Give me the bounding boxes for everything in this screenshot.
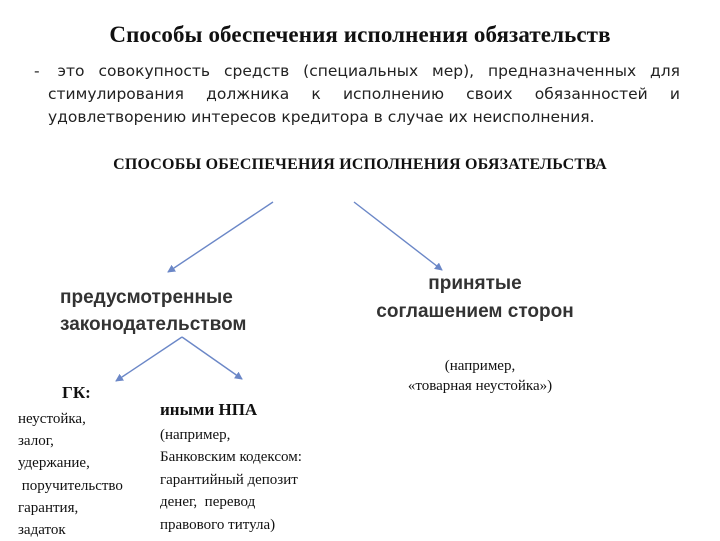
gk-list — [18, 408, 168, 541]
branch-agreement-line2: соглашением сторон — [376, 301, 574, 322]
branch-legislation-line2: законодательством — [60, 314, 247, 335]
arrow-root-to-left — [168, 202, 273, 272]
agreement-example — [360, 356, 600, 396]
npa-detail-line: правового титула) — [160, 516, 276, 533]
branch-agreement — [350, 270, 600, 326]
npa-detail-line: гарантийный депозит — [160, 471, 298, 488]
agreement-example-line1: (например, — [444, 358, 516, 374]
list-item: гарантия, — [18, 499, 79, 516]
list-item: залог, — [18, 433, 54, 450]
list-item: удержание, — [18, 455, 90, 472]
arrow-root-to-right — [354, 202, 442, 270]
definition-dash: - — [34, 62, 40, 80]
arrow-left-to-npa — [182, 337, 242, 379]
npa-detail-line: (например, — [160, 427, 231, 443]
list-item: неустойка, — [18, 411, 86, 427]
list-item: задаток — [18, 522, 66, 539]
page-title: Способы обеспечения исполнения обязательств — [109, 22, 611, 47]
branch-agreement-line1: принятые — [428, 273, 522, 294]
gk-label: ГК: — [62, 383, 91, 402]
npa-detail — [160, 424, 360, 536]
branch-legislation — [60, 284, 320, 338]
npa-label: иными НПА — [160, 400, 258, 419]
npa-detail-line: Банковским кодексом: — [160, 449, 302, 466]
list-item: поручительство — [18, 477, 123, 494]
agreement-example-line2: «товарная неустойка») — [407, 378, 553, 394]
definition-body: это совокупность средств (специальных мер), предназначенных для стимулирования должника к исполнению своих обязанностей и удовлетворению интересов кредитора в случае их неисполнения. — [48, 62, 680, 126]
npa-detail-line: денег, перевод — [160, 494, 256, 511]
diagram-root-label: СПОСОБЫ ОБЕСПЕЧЕНИЯ ИСПОЛНЕНИЯ ОБЯЗАТЕЛЬСТВА — [113, 156, 607, 173]
branch-legislation-line1: предусмотренные — [60, 287, 233, 308]
arrow-left-to-gk — [116, 337, 182, 381]
